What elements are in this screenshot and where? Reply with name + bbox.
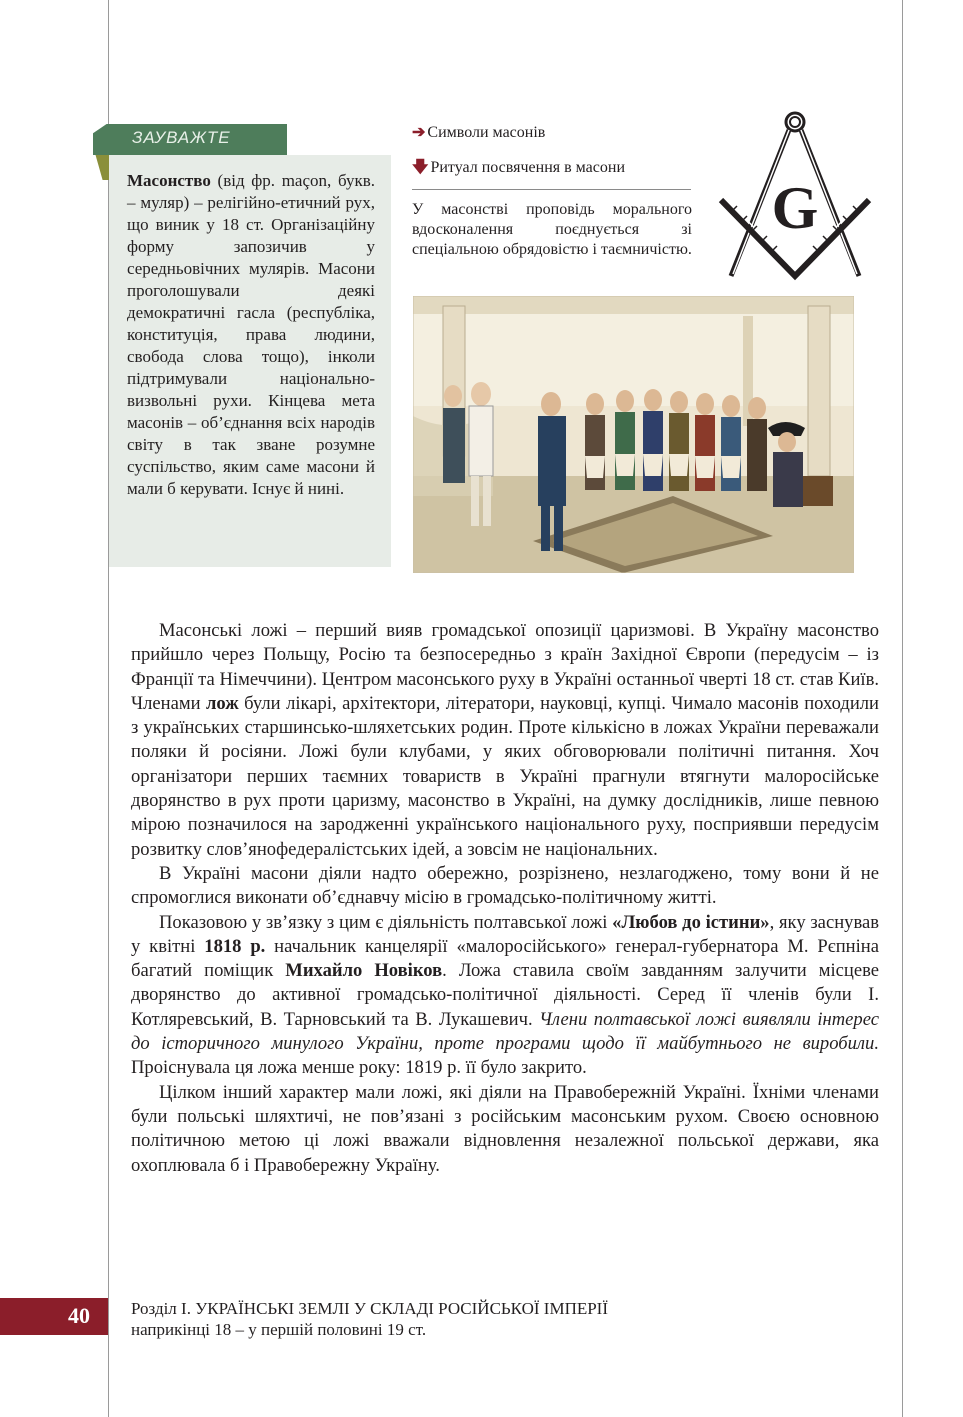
- main-text: [131, 619, 879, 1178]
- person-novikov: Михайло Новіков: [285, 960, 443, 982]
- right-margin-line: [902, 0, 903, 1417]
- note-label: ЗАУВАЖТЕ: [132, 128, 231, 147]
- paragraph-1: Масонські ложі – перший вияв громадської опозиції царизмові. В Україну масонство прийшло через Польщу, Росію та безпосередньо з країн Західної Європи (передусім – із Франції та Німеччини). Центром масонського руху в Україні останньої чверті 18 ст. став Київ. Членами лож були лікарі, архітектори, літератори, науковці, купці. Чимало масонів походили з українських старшинсько-шляхетських родин. Проте кількісно в ложах України переважали поляки й росіяни. Ложі були клубами, у яких обговорювали політичні питання. Хоч організатори перших таємних товариств в Україні прагнули втягнути малоросійське дворянство в рух проти царизму, масонство в Україні, на думку дослідників, лише певною мірою позначилося на зародженні українського національного руху, посприявши передусім розвитку слов’янофедералістських ідей, а зовсім не національних.: [131, 620, 879, 860]
- caption-divider: [412, 189, 691, 190]
- caption-description: У масонстві проповідь морального вдосконалення поєднується зі спеціальною обрядовістю і таємничістю.: [412, 201, 692, 258]
- paragraph-4: Цілком інший характер мали ложі, які діяли на Правобережній Україні. Їхніми членами були польські шляхтичі, не пов’язані з російським масонським рухом. Своєю основною політичною метою ці ложі вважали відновлення незалежної польської держави, яка охоплювала б і Правобережну Україну.: [131, 1081, 879, 1176]
- arrow-down-icon: 🡇: [412, 159, 429, 176]
- year-1818: 1818 р.: [204, 935, 266, 957]
- page-number: 40: [68, 1303, 90, 1328]
- caption-ritual: 🡇 Ритуал посвячення в масони: [412, 159, 626, 176]
- arrow-right-icon: ➔: [412, 124, 426, 141]
- note-definition: (від фр. maçon, букв. – муляр) – релігійно-етичний рух, що виник у 18 ст. Організаційну форму запозичив у середньовічних мулярів. Масони проголошували деякі демократичні гасла (республіка, конституція, права людини, свобода слова тощо), інколи підтримували національно-визвольні рухи. Кінцева мета масонів – об’єднання всіх народів світу в так зване розумне суспільство, яким саме масони й мали б керувати. Існує й нині.: [127, 171, 375, 498]
- ritual-painting: [413, 296, 854, 573]
- italic-statement: Члени полтавської ложі виявляли інтерес до історичного минулого України, проте програми щодо її майбутнього не виробили.: [131, 1008, 879, 1055]
- square-and-compasses-icon: [713, 108, 878, 283]
- note-text: [127, 170, 375, 500]
- caption-symbols: ➔ Символи масонів: [412, 124, 546, 141]
- symbol-letter: G: [771, 175, 819, 241]
- term-lodges: лож: [205, 692, 239, 714]
- note-term: Масонство: [127, 171, 211, 190]
- paragraph-3: Показовою у зв’язку з цим є діяльність полтавської ложі «Любов до істини», яку заснував у квітні 1818 р. начальник канцелярії «малоросійського» генерал-губернатора М. Рєпніна багатий поміщик Михайло Новіков. Ложа ставила своїм завданням залучити місцеве дворянство до активної громадсько-політичної діяльності. Серед її членів були І. Котляревський, В. Тарновський та В. Лукашевич. Члени полтавської ложі виявляли інтерес до історичного минулого України, проте програми щодо її майбутнього не виробили. Проіснувала ця ложа менше року: 1819 р. її було закрито.: [131, 911, 880, 1079]
- footer-section-title: Розділ І. УКРАЇНСЬКІ ЗЕМЛІ У СКЛАДІ РОСІЙСЬКОЇ ІМПЕРІЇ наприкінці 18 – у першій половині 19 ст.: [131, 1299, 609, 1339]
- lodge-name: «Любов до істини»: [612, 911, 770, 933]
- paragraph-2: В Україні масони діяли надто обережно, розрізнено, незлагоджено, тому вони й не спромоглися виконати об’єднавчу місію в громадсько-політичному житті.: [131, 862, 879, 909]
